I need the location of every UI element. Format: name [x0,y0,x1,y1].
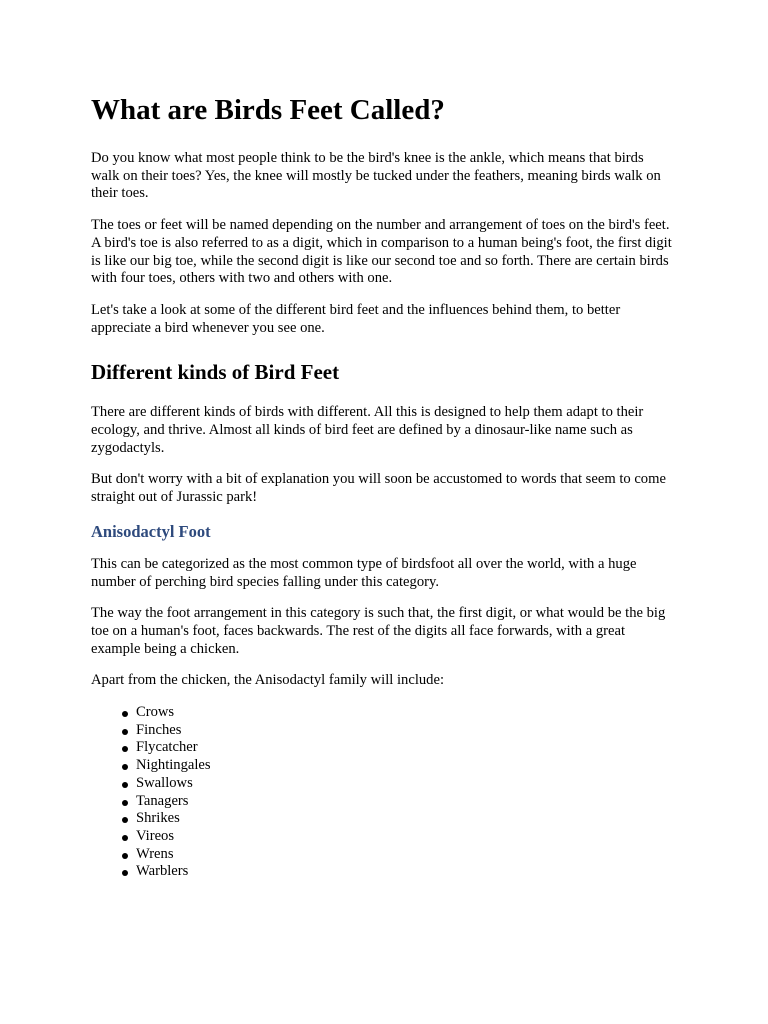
subsection-paragraph-2: The way the foot arrangement in this category is such that, the first digit, or what would be the big toe on a human's foot, faces backwards. The rest of the digits all face forwards, with a great example being a chicken. [91,605,666,657]
subsection-paragraph-3: Apart from the chicken, the Anisodactyl family will include: [91,672,444,689]
bullet-icon [122,817,128,823]
bullet-icon [122,711,128,717]
list-item [136,739,672,757]
subsection-paragraph-1: This can be categorized as the most common type of birdsfoot all over the world, with a huge number of perching bird species falling under this category. [91,555,637,590]
section-heading: Different kinds of Bird Feet [91,360,340,385]
list-item-label: Wrens [136,845,174,862]
intro-paragraph-1: Do you know what most people think to be the bird's knee is the ankle, which means that birds walk on their toes? Yes, the knee will mostly be tucked under the feathers, meaning birds walk on their toes. [91,150,661,202]
list-item [136,775,672,793]
section-paragraph-1: There are different kinds of birds with different. All this is designed to help them adapt to their ecology, and thrive. Almost all kinds of bird feet are defined by a dinosaur-like name such as zygodactyls. [91,404,644,456]
list-item [136,828,672,846]
list-item-label: Tanagers [136,792,189,809]
list-item [136,863,672,881]
list-item-label: Nightingales [136,757,211,774]
bullet-icon [122,746,128,752]
subsection-heading: Anisodactyl Foot [91,521,211,541]
bullet-icon [122,835,128,841]
list-item [136,722,672,740]
bullet-icon [122,853,128,859]
list-item-label: Shrikes [136,810,180,827]
list-item [136,757,672,775]
list-item-label: Warblers [136,863,189,880]
bullet-icon [122,729,128,735]
list-item-label: Vireos [136,827,175,844]
list-item [136,704,672,722]
list-item-label: Swallows [136,774,193,791]
list-item-label: Crows [136,704,175,721]
bullet-icon [122,764,128,770]
bullet-icon [122,782,128,788]
list-item-label: Finches [136,721,182,738]
intro-paragraph-3: Let's take a look at some of the different bird feet and the influences behind them, to better appreciate a bird whenever you see one. [91,301,621,336]
list-item [136,810,672,828]
bullet-icon [122,800,128,806]
bullet-icon [122,870,128,876]
page-title: What are Birds Feet Called? [91,94,445,126]
list-item [136,793,672,811]
intro-paragraph-2: The toes or feet will be named depending on the number and arrangement of toes on the bird's feet. A bird's toe is also referred to as a digit, which in comparison to a human being's foot, the first digit is like our big toe, while the second digit is like our second toe and so forth. There are certain birds with four toes, others with two and others with one. [91,217,672,287]
list-item [136,846,672,864]
section-paragraph-2: But don't worry with a bit of explanation you will soon be accustomed to words that seem to come straight out of Jurassic park! [91,471,666,506]
bird-list [91,704,672,881]
list-item-label: Flycatcher [136,739,198,756]
